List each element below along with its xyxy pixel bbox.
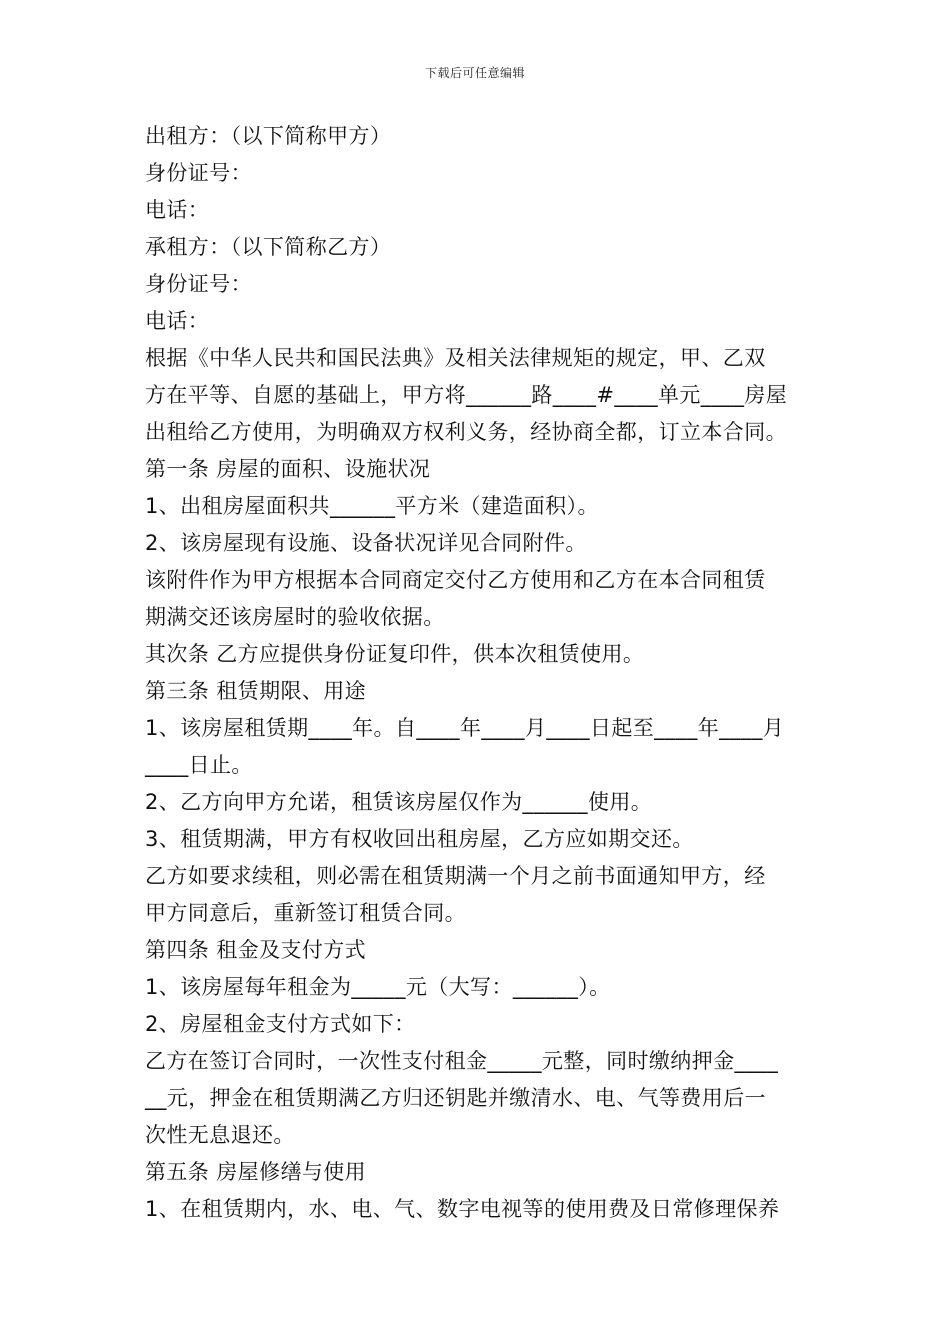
text-line: 根据《中华人民共和国民法典》及相关法律规矩的规定，甲、乙双 [145, 346, 766, 370]
section-heading: 第四条 租金及支付方式 [145, 938, 367, 962]
text-line: 乙方如要求续租，则必需在租赁期满一个月之前书面通知甲方，经 [145, 864, 766, 888]
text-line: 1、在租赁期内，水、电、气、数字电视等的使用费及日常修理保养 [145, 1197, 780, 1221]
text-line: 次性无息退还。 [145, 1123, 295, 1147]
text-line: 1、该房屋每年租金为_____元（大写：______）。 [145, 975, 611, 999]
text-line: 2、该房屋现有设施、设备状况详见合同附件。 [145, 531, 587, 555]
section-heading: 第五条 房屋修缮与使用 [145, 1160, 367, 1184]
text-line: 电话： [145, 309, 210, 333]
text-line: ____日止。 [145, 753, 253, 777]
text-line: 乙方在签订合同时，一次性支付租金_____元整，同时缴纳押金____ [145, 1049, 779, 1073]
text-line: 方在平等、自愿的基础上，甲方将______路____#____单元____房屋 [145, 383, 788, 407]
section-heading: 第一条 房屋的面积、设施状况 [145, 457, 431, 481]
text-line: 该附件作为甲方根据本合同商定交付乙方使用和乙方在本合同租赁 [145, 568, 766, 592]
text-line: __元，押金在租赁期满乙方归还钥匙并缴清水、电、气等费用后一 [145, 1086, 766, 1110]
text-line: 3、租赁期满，甲方有权收回出租房屋，乙方应如期交还。 [145, 827, 694, 851]
text-line: 期满交还该房屋时的验收依据。 [145, 605, 445, 629]
page-header: 下载后可任意编辑 [424, 66, 525, 80]
section-heading: 其次条 乙方应提供身份证复印件，供本次租赁使用。 [145, 642, 645, 666]
section-heading: 第三条 租赁期限、用途 [145, 679, 367, 703]
text-line: 出租给乙方使用，为明确双方权利义务，经协商全都，订立本合同。 [145, 420, 787, 444]
text-line: 电话： [145, 198, 210, 222]
text-line: 身份证号： [145, 272, 252, 296]
text-line: 出租方：（以下简称甲方） [145, 124, 392, 148]
contract-body [145, 118, 815, 1228]
text-line: 2、房屋租金支付方式如下： [145, 1012, 416, 1036]
text-line: 甲方同意后，重新签订租赁合同。 [145, 901, 466, 925]
text-line: 1、出租房屋面积共______平方米（建造面积）。 [145, 494, 599, 518]
text-line: 2、乙方向甲方允诺，租赁该房屋仅作为______使用。 [145, 790, 653, 814]
text-line: 身份证号： [145, 161, 252, 185]
text-line: 承租方：（以下简称乙方） [145, 235, 392, 259]
text-line: 1、该房屋租赁期____年。自____年____月____日起至____年____月 [145, 716, 785, 740]
